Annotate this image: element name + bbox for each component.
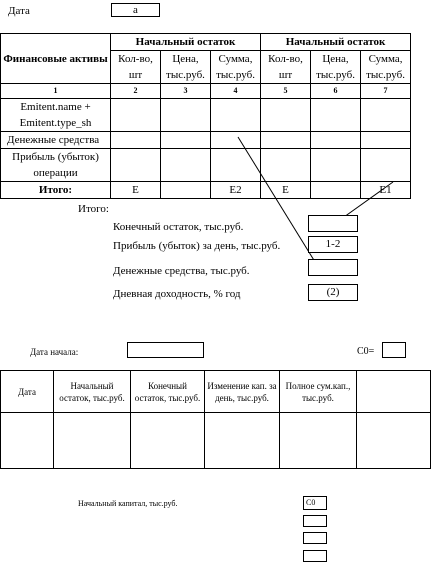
- summary-title: Итого:: [78, 203, 109, 215]
- total-label: Итого:: [1, 182, 111, 199]
- end-balance-header: Конечный остаток, тыс.руб.: [131, 371, 205, 413]
- daily-yield-label: Дневная доходность, % год: [113, 288, 241, 300]
- profit-day-field[interactable]: 1-2: [308, 236, 358, 253]
- start-date-field[interactable]: [127, 342, 204, 358]
- footer-field[interactable]: [303, 550, 327, 562]
- date-header: Дата: [1, 371, 54, 413]
- total-cell: E1: [361, 182, 411, 199]
- initial-capital-field[interactable]: C0: [303, 496, 327, 510]
- col-number: 2: [111, 84, 161, 99]
- profit-row-label: Прибыль (убыток) операции: [1, 149, 111, 182]
- c0-field[interactable]: [382, 342, 406, 358]
- footer-field[interactable]: [303, 515, 327, 527]
- daily-yield-field[interactable]: (2): [308, 284, 358, 301]
- table-cell[interactable]: [131, 413, 205, 469]
- capital-change-header: Изменение кап. за день, тыс.руб.: [205, 371, 280, 413]
- table-cell[interactable]: [205, 413, 280, 469]
- table-cell[interactable]: [54, 413, 131, 469]
- cash-row-label: Денежные средства: [1, 132, 111, 149]
- qty-header: Кол-во, шт: [111, 51, 161, 84]
- profit-day-label: Прибыль (убыток) за день, тыс.руб.: [113, 240, 281, 252]
- asset-name-cell: Emitent.name + Emitent.type_sh: [1, 99, 111, 132]
- c0-label: C0=: [357, 346, 375, 357]
- qty-header: Кол-во, шт: [261, 51, 311, 84]
- total-capital-header: Полное сум.кап., тыс.руб.: [280, 371, 357, 413]
- initial-capital-label: Начальный капитал, тыс.руб.: [78, 499, 178, 508]
- col-number: 4: [211, 84, 261, 99]
- footer-field[interactable]: [303, 532, 327, 544]
- table-cell[interactable]: [357, 413, 431, 469]
- total-cell: E: [111, 182, 161, 199]
- col-number: 1: [1, 84, 111, 99]
- empty-header: [357, 371, 431, 413]
- group-header-1: Начальный остаток: [111, 34, 261, 51]
- total-cell: E2: [211, 182, 261, 199]
- capital-header-row: [1, 371, 431, 413]
- end-balance-field[interactable]: [308, 215, 358, 232]
- col-number: 7: [361, 84, 411, 99]
- sum-header: Сумма, тыс.руб.: [211, 51, 261, 84]
- date-label: Дата: [8, 5, 30, 17]
- cash-label: Денежные средства, тыс.руб.: [113, 265, 250, 277]
- group-header-2: Начальный остаток: [261, 34, 411, 51]
- table-cell[interactable]: [280, 413, 357, 469]
- col-number: 6: [311, 84, 361, 99]
- price-header: Цена, тыс.руб.: [161, 51, 211, 84]
- assets-column-header: Финансовые активы: [1, 34, 111, 84]
- capital-data-row: [1, 413, 431, 469]
- cash-field[interactable]: [308, 259, 358, 276]
- col-number: 5: [261, 84, 311, 99]
- col-number: 3: [161, 84, 211, 99]
- start-date-label: Дата начала:: [30, 347, 79, 357]
- total-cell: E: [261, 182, 311, 199]
- sum-header: Сумма, тыс.руб.: [361, 51, 411, 84]
- table-cell[interactable]: [1, 413, 54, 469]
- price-header: Цена, тыс.руб.: [311, 51, 361, 84]
- start-balance-header: Начальный остаток, тыс.руб.: [54, 371, 131, 413]
- end-balance-label: Конечный остаток, тыс.руб.: [113, 221, 244, 233]
- capital-table: [0, 370, 431, 469]
- date-field[interactable]: a: [111, 3, 160, 17]
